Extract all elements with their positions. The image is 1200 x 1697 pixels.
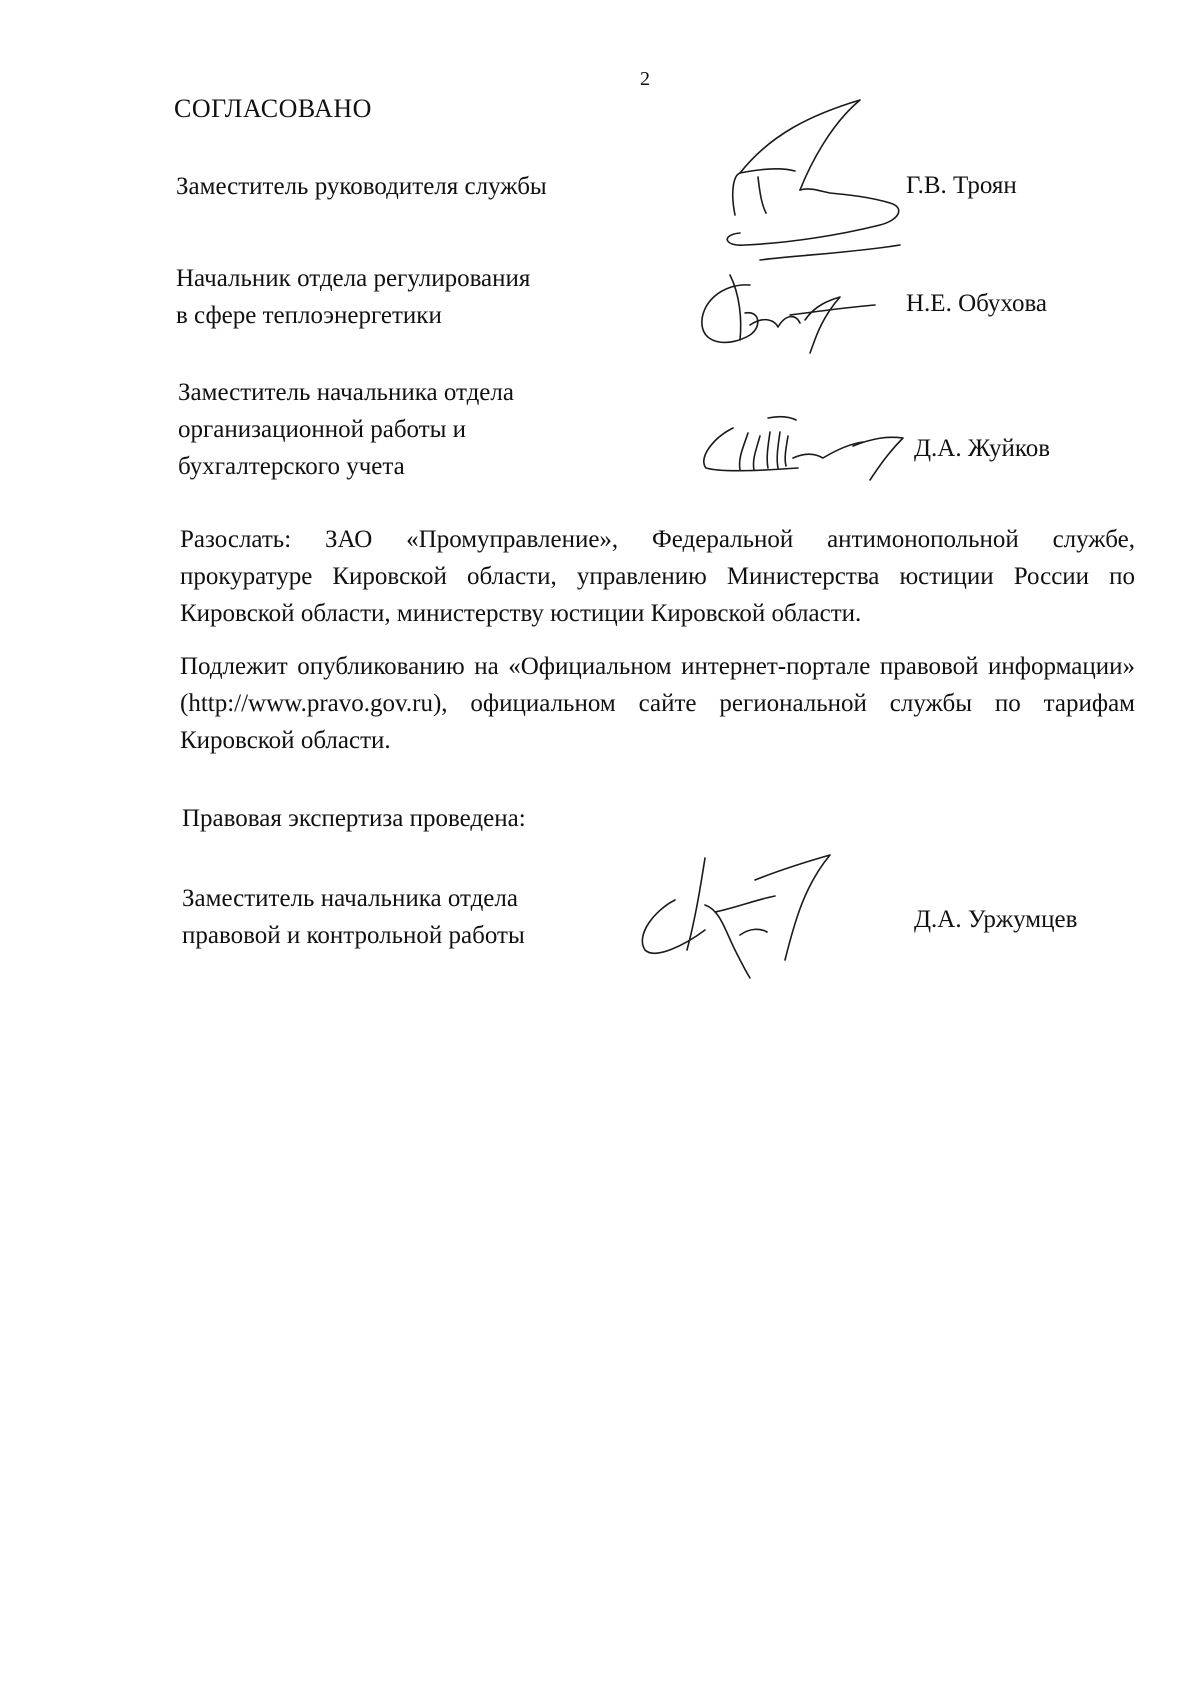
signatory-role-line: Начальник отдела регулирования — [176, 265, 531, 292]
signatory-role-line: бухгалтерского учета — [178, 453, 405, 480]
signature-obukhova-icon — [690, 265, 880, 355]
legal-reviewer-role-line: правовой и контрольной работы — [182, 922, 525, 949]
signatory-name-3: Д.А. Жуйков — [914, 435, 1051, 462]
signatory-name-1: Г.В. Троян — [906, 172, 1017, 199]
signature-urzhumtsev-icon — [625, 850, 855, 980]
signature-troyan-icon — [700, 95, 930, 265]
legal-reviewer-role — [182, 880, 525, 954]
distribution-paragraph: Разослать: ЗАО «Промуправление», Федеральной антимонопольной службе, прокуратуре Кировской области, управлению Министерства юстиции России по Кировской области, министерству юстиции Кировской области. — [180, 526, 1135, 627]
legal-reviewer-name: Д.А. Уржумцев — [914, 906, 1078, 933]
signatory-role-line: Заместитель начальника отдела — [178, 379, 514, 406]
signatory-role-line: в сфере теплоэнергетики — [176, 302, 442, 329]
signatory-role-2 — [176, 260, 530, 334]
signatory-role-line: организационной работы и — [178, 416, 467, 443]
publication-paragraph: Подлежит опубликованию на «Официальном интернет-портале правовой информации» (http://www.pravo.gov.ru), официальном сайте региональной службы по тарифам Кировской области. — [180, 653, 1135, 754]
approval-heading: СОГЛАСОВАНО — [174, 94, 372, 123]
signatory-name-2: Н.Е. Обухова — [906, 290, 1048, 317]
signatory-role-line: Заместитель руководителя службы — [176, 173, 547, 200]
legal-review-heading: Правовая экспертиза проведена: — [182, 805, 526, 832]
signature-zhuykov-icon — [688, 408, 913, 488]
page-number: 2 — [640, 68, 650, 90]
signatory-role-3 — [178, 374, 514, 485]
legal-reviewer-role-line: Заместитель начальника отдела — [182, 885, 518, 912]
signatory-role-1 — [176, 168, 547, 205]
